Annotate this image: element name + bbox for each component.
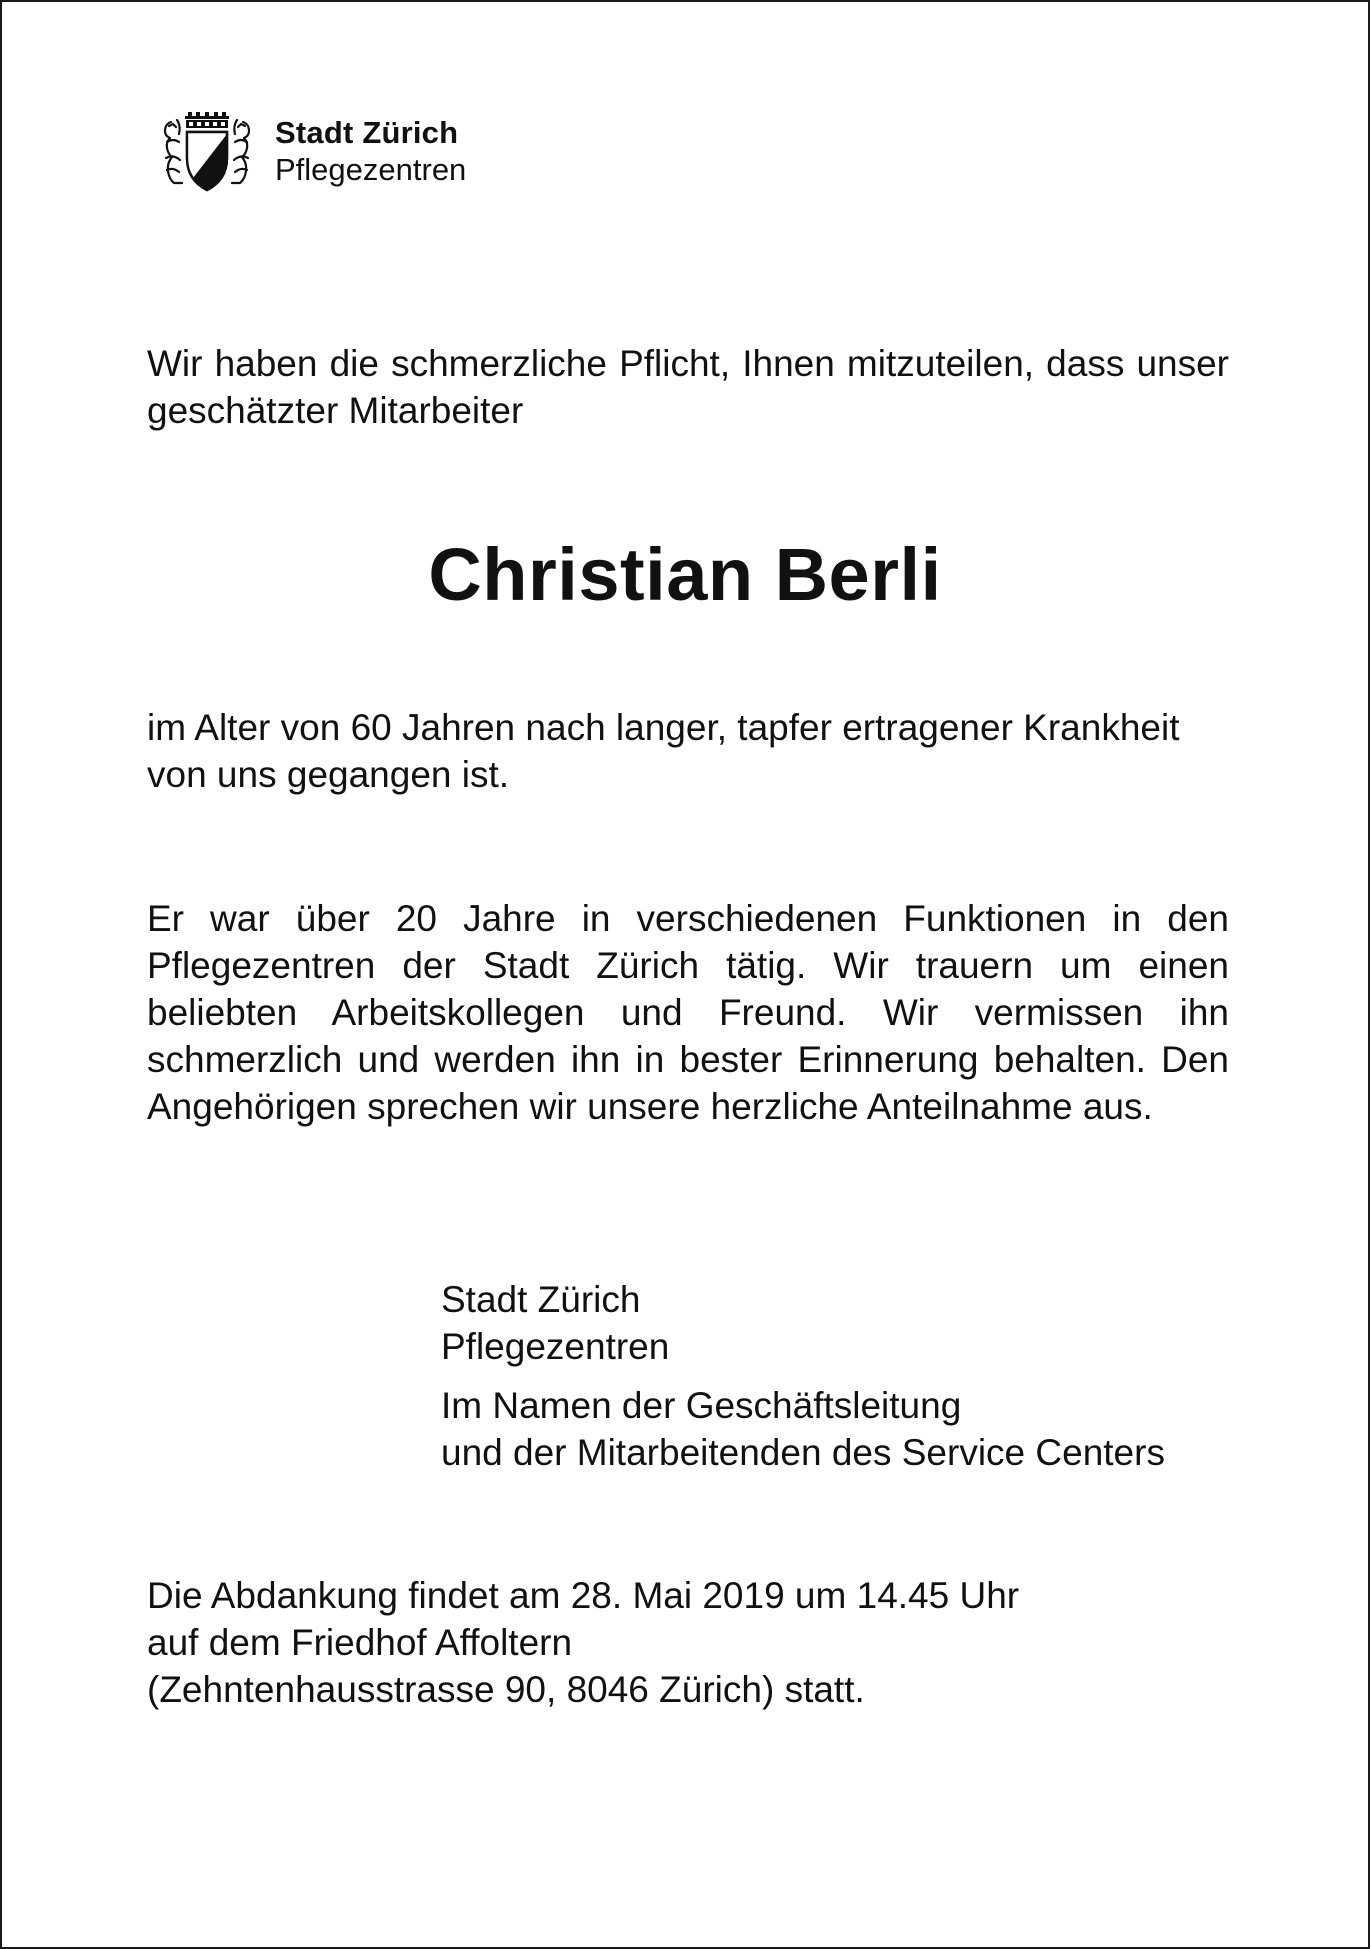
logo-title: Stadt Zürich bbox=[275, 115, 459, 150]
logo-text bbox=[275, 112, 466, 188]
zurich-coat-of-arms-icon bbox=[157, 112, 257, 192]
signature-behalf-line-2: und der Mitarbeitenden des Service Centers bbox=[441, 1432, 1165, 1473]
signature-org-line-1: Stadt Zürich bbox=[441, 1279, 641, 1320]
logo bbox=[157, 112, 466, 192]
signature-on-behalf bbox=[441, 1382, 1241, 1476]
service-details bbox=[147, 1572, 1229, 1713]
service-line-3: (Zehntenhausstrasse 90, 8046 Zürich) statt. bbox=[147, 1669, 865, 1710]
intro-paragraph: Wir haben die schmerzliche Pflicht, Ihnen mitzuteilen, dass unser geschätzter Mitarbeiter bbox=[147, 343, 1229, 431]
service-line-1: Die Abdankung findet am 28. Mai 2019 um 14.45 Uhr bbox=[147, 1575, 1020, 1616]
signature-organization bbox=[441, 1276, 1241, 1370]
service-line-2: auf dem Friedhof Affoltern bbox=[147, 1622, 573, 1663]
logo-subtitle: Pflegezentren bbox=[275, 152, 467, 187]
tribute-paragraph: Er war über 20 Jahre in verschiedenen Funktionen in den Pflegezentren der Stadt Zürich tätig. Wir trauern um einen beliebten Arbeitskollegen und Freund. Wir vermissen ihn schmerzlich und werden ihn in bester Erinnerung behalten. Den Angehörigen sprechen wir unsere herzliche Anteilnahme aus. bbox=[147, 898, 1229, 1127]
signature-org-line-2: Pflegezentren bbox=[441, 1326, 670, 1367]
signature-behalf-line-1: Im Namen der Geschäftsleitung bbox=[441, 1385, 962, 1426]
deceased-name: Christian Berli bbox=[428, 533, 942, 616]
passing-paragraph: im Alter von 60 Jahren nach langer, tapfer ertragener Krankheit von uns gegangen ist. bbox=[147, 707, 1180, 795]
